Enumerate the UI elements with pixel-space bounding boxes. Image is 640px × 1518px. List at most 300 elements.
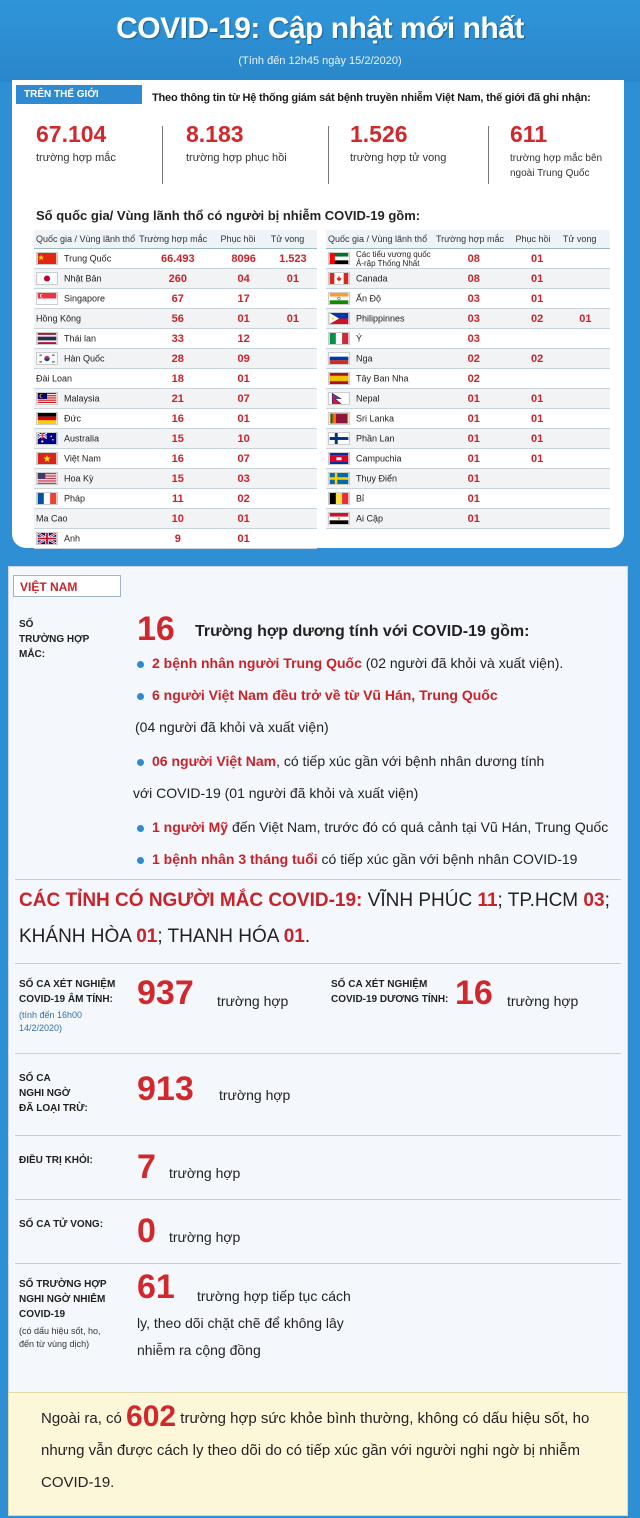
label-line: COVID-19 <box>19 1309 66 1320</box>
deaths-cell <box>561 489 610 509</box>
deaths-cell <box>269 489 317 509</box>
recovered-cell: 01 <box>513 449 560 469</box>
stat-label: trường hợp tử vong <box>350 152 447 164</box>
country-cell <box>326 509 434 529</box>
deaths-cell <box>561 469 610 489</box>
country-name: Bỉ <box>356 493 365 504</box>
recovered-cell: 8096 <box>219 249 269 269</box>
deaths-cell <box>561 449 610 469</box>
divider <box>15 1135 621 1136</box>
case-bullet-1 <box>137 655 563 671</box>
world-intro: Theo thông tin từ Hệ thống giám sát bệnh truyền nhiễm Việt Nam, thế giới đã ghi nhận: <box>152 92 591 104</box>
country-name: Ý <box>356 333 363 344</box>
note-line: 14/2/2020) <box>19 1023 63 1033</box>
cases-cell: 01 <box>434 449 513 469</box>
flag-icon <box>328 392 350 405</box>
country-name: Hồng Kông <box>36 313 82 324</box>
cases-cell: 56 <box>137 309 218 329</box>
country-name: Canada <box>356 273 388 284</box>
country-name: Australia <box>64 433 100 444</box>
table-row <box>326 489 610 509</box>
deaths-cell: 01 <box>561 309 610 329</box>
bullet-highlight: 6 người Việt Nam đều trở về từ Vũ Hán, Trung Quốc <box>152 687 498 703</box>
table-row <box>34 449 317 469</box>
separator: . <box>304 926 311 947</box>
col-header-cases: Trường hợp mắc <box>434 230 513 249</box>
country-name: Việt Nam <box>64 453 101 464</box>
table-row <box>326 449 610 469</box>
world-panel <box>12 80 624 548</box>
case-bullet-5 <box>137 851 577 867</box>
unit-label: trường hợp <box>169 1229 241 1245</box>
recovered-cell: 01 <box>513 289 560 309</box>
case-bullet-2-note: (04 người đã khỏi và xuất viện) <box>135 719 329 735</box>
provinces-line-1 <box>19 887 610 915</box>
country-cell <box>326 389 434 409</box>
bullet-icon <box>137 857 144 864</box>
case-bullet-3-note: với COVID-19 (01 người đã khỏi và xuất viện) <box>133 785 419 801</box>
flag-icon <box>328 412 350 425</box>
flag-icon <box>328 472 350 485</box>
country-name: Campuchia <box>356 453 402 464</box>
table-row <box>34 269 317 289</box>
unit-label: trường hợp <box>169 1165 241 1181</box>
stat-recovered <box>186 122 287 166</box>
recovered-cell: 02 <box>513 349 560 369</box>
deaths-cell <box>269 389 317 409</box>
country-name: Nga <box>356 353 373 364</box>
cases-cell: 15 <box>137 429 218 449</box>
cases-cell: 10 <box>137 509 218 529</box>
cases-cell: 03 <box>434 329 513 349</box>
country-cell <box>34 309 137 329</box>
country-name: Phần Lan <box>356 433 395 444</box>
cases-cell: 03 <box>434 289 513 309</box>
country-name: Hàn Quốc <box>64 353 105 364</box>
table-row <box>326 349 610 369</box>
deaths-label: SỐ CA TỬ VONG: <box>19 1219 104 1230</box>
page-title: COVID-19: Cập nhật mới nhất <box>116 12 524 45</box>
country-cell <box>326 489 434 509</box>
table-row <box>326 309 610 329</box>
country-name: Ma Cao <box>36 513 68 524</box>
recovered-cell: 04 <box>219 269 269 289</box>
country-name: Pháp <box>64 493 86 504</box>
label-line: SỐ <box>19 619 34 630</box>
countries-table-right <box>326 230 610 529</box>
negative-tests-label <box>19 977 115 1007</box>
divider <box>15 1053 621 1054</box>
stat-label: trường hợp mắc bên ngoài Trung Quốc <box>510 153 603 179</box>
country-name: Trung Quốc <box>64 253 112 264</box>
col-header-deaths: Tử vong <box>269 230 317 249</box>
cases-cell: 02 <box>434 349 513 369</box>
country-cell <box>34 349 137 369</box>
deaths-cell <box>269 469 317 489</box>
table-row <box>326 289 610 309</box>
table-row <box>326 409 610 429</box>
note-line: đến từ vùng dịch) <box>19 1339 90 1349</box>
recovered-cell: 03 <box>219 469 269 489</box>
flag-icon <box>328 292 350 305</box>
deaths-cell <box>269 349 317 369</box>
country-name: Sri Lanka <box>356 413 395 424</box>
country-name: Ấn Độ <box>356 293 382 304</box>
flag-icon <box>328 432 350 445</box>
table-row <box>34 529 317 549</box>
table-row <box>326 389 610 409</box>
table-row <box>34 329 317 349</box>
table-row <box>34 369 317 389</box>
bullet-highlight: 1 người Mỹ <box>152 819 229 835</box>
label-line: SỐ TRƯỜNG HỢP <box>19 1279 107 1290</box>
case-bullet-4 <box>137 819 608 835</box>
table-row <box>326 249 610 269</box>
divider <box>15 1263 621 1264</box>
col-header-country: Quốc gia / Vùng lãnh thổ <box>34 230 137 249</box>
recovered-cell: 01 <box>513 409 560 429</box>
divider <box>488 126 489 184</box>
table-row <box>34 409 317 429</box>
province-name: VĨNH PHÚC <box>362 890 478 911</box>
deaths-cell <box>269 289 317 309</box>
provinces-label: CÁC TỈNH CÓ NGƯỜI MẮC COVID-19: <box>19 890 363 911</box>
province-count: 11 <box>477 890 498 911</box>
recovered-cell: 01 <box>513 269 560 289</box>
province-name: KHÁNH HÒA <box>19 926 137 947</box>
country-cell <box>34 409 137 429</box>
flag-icon <box>328 272 350 285</box>
vietnam-panel <box>8 566 628 1516</box>
recovered-cell: 01 <box>513 389 560 409</box>
positive-tests-label <box>331 977 448 1007</box>
cases-cell: 16 <box>137 449 218 469</box>
divider <box>15 1199 621 1200</box>
label-line: SỐ CA XÉT NGHIỆM <box>19 979 116 990</box>
suspected-note <box>19 1325 101 1351</box>
world-section-tag: TRÊN THẾ GIỚI <box>16 85 142 104</box>
stat-value: 1.526 <box>350 121 408 147</box>
cases-cell: 18 <box>137 369 218 389</box>
country-cell <box>34 369 137 389</box>
recovered-cell: 01 <box>219 409 269 429</box>
country-name: Nepal <box>356 393 380 404</box>
divider <box>15 879 621 880</box>
country-name: Ai Cập <box>356 513 384 524</box>
deaths-cell <box>561 289 610 309</box>
cases-cell: 16 <box>137 409 218 429</box>
country-cell <box>326 449 434 469</box>
recovered-cell <box>513 489 560 509</box>
unit-label: trường hợp <box>217 993 289 1009</box>
table-row <box>34 249 317 269</box>
recovered-cell <box>513 509 560 529</box>
country-cell <box>34 529 137 549</box>
suspected-label <box>19 1277 107 1322</box>
country-name: Đài Loan <box>36 373 73 384</box>
divider <box>162 126 163 184</box>
separator: ; <box>604 890 610 911</box>
footer-suffix: trường hợp sức khỏe bình thường, không có dấu hiệu sốt, ho nhưng vẫn được cách ly theo dõi do có tiếp xúc gần với người nghi ngờ bị nhiễm COVID-19. <box>41 1410 590 1491</box>
country-name: Thụy Điển <box>356 473 398 484</box>
cases-cell: 9 <box>137 529 218 549</box>
cases-cell: 11 <box>137 489 218 509</box>
country-cell <box>34 489 137 509</box>
flag-icon <box>36 432 58 445</box>
text-line: ly, theo dõi chặt chẽ để không lây <box>137 1315 344 1331</box>
stat-value: 611 <box>510 121 548 147</box>
flag-icon <box>36 292 58 305</box>
province-name: ; THANH HÓA <box>157 926 284 947</box>
recovered-cell: 01 <box>513 249 560 269</box>
bullet-icon <box>137 759 144 766</box>
country-cell <box>34 429 137 449</box>
country-name: Tây Ban Nha <box>356 373 409 384</box>
stat-label: trường hợp mắc <box>36 152 116 164</box>
deaths-cell <box>269 509 317 529</box>
country-cell <box>326 309 434 329</box>
provinces-line-2 <box>19 923 310 951</box>
suspected-description <box>197 1283 351 1310</box>
stat-cases <box>36 122 116 166</box>
flag-icon <box>36 272 58 285</box>
bullet-highlight: 1 bệnh nhân 3 tháng tuổi <box>152 851 318 867</box>
stat-value: 8.183 <box>186 121 244 147</box>
page-header <box>0 0 640 82</box>
table-row <box>34 289 317 309</box>
excluded-number: 913 <box>137 1070 194 1108</box>
flag-icon <box>36 352 58 365</box>
table-row <box>34 489 317 509</box>
table-row <box>34 509 317 529</box>
recovered-cell: 07 <box>219 449 269 469</box>
country-name: Anh <box>64 533 81 544</box>
deaths-cell <box>561 429 610 449</box>
deaths-cell <box>561 369 610 389</box>
col-header-deaths: Tử vong <box>561 230 610 249</box>
page-subtitle: (Tính đến 12h45 ngày 15/2/2020) <box>238 55 402 67</box>
deaths-cell <box>561 329 610 349</box>
deaths-cell <box>561 389 610 409</box>
footer-number: 602 <box>126 1400 177 1433</box>
deaths-cell <box>561 269 610 289</box>
country-cell <box>34 509 137 529</box>
cured-number: 7 <box>137 1148 156 1186</box>
flag-icon <box>328 312 350 325</box>
divider <box>328 126 329 184</box>
deaths-cell <box>269 409 317 429</box>
cases-cell: 01 <box>434 509 513 529</box>
deaths-number: 0 <box>137 1212 156 1250</box>
deaths-cell <box>269 369 317 389</box>
cases-cell: 01 <box>434 389 513 409</box>
stat-value: 67.104 <box>36 121 107 147</box>
flag-icon <box>328 492 350 505</box>
cases-cell: 08 <box>434 269 513 289</box>
cases-description: Trường hợp dương tính với COVID-19 gồm: <box>195 623 530 640</box>
province-count: 01 <box>283 926 305 947</box>
deaths-cell <box>561 249 610 269</box>
country-name: Malaysia <box>64 393 100 404</box>
footer-note <box>8 1392 628 1516</box>
deaths-cell: 01 <box>269 269 317 289</box>
bullet-icon <box>137 693 144 700</box>
flag-icon <box>36 412 58 425</box>
table-row <box>34 389 317 409</box>
stat-deaths <box>350 122 446 166</box>
vietnam-section-tag: VIỆT NAM <box>13 575 121 597</box>
flag-icon <box>36 472 58 485</box>
province-name: ; TP.HCM <box>497 890 584 911</box>
country-name: Philippinnes <box>356 313 405 324</box>
cases-cell: 15 <box>137 469 218 489</box>
cases-cell: 01 <box>434 469 513 489</box>
province-count: 01 <box>136 926 158 947</box>
cases-cell: 67 <box>137 289 218 309</box>
province-count: 03 <box>583 890 605 911</box>
unit-label: trường hợp <box>507 993 579 1009</box>
flag-icon <box>36 252 58 265</box>
case-bullet-2 <box>137 687 498 703</box>
deaths-cell <box>269 529 317 549</box>
recovered-cell <box>513 329 560 349</box>
col-header-country: Quốc gia / Vùng lãnh thổ <box>326 230 434 249</box>
label-line: MẮC: <box>19 649 46 660</box>
country-cell <box>326 429 434 449</box>
table-row <box>326 509 610 529</box>
col-header-cases: Trường hợp mắc <box>137 230 218 249</box>
bullet-highlight: 06 người Việt Nam <box>152 753 277 769</box>
country-cell <box>34 249 137 269</box>
table-row <box>34 349 317 369</box>
deaths-cell <box>561 349 610 369</box>
deaths-cell <box>269 429 317 449</box>
col-header-recovered: Phục hồi <box>513 230 560 249</box>
country-cell <box>326 369 434 389</box>
country-name: Nhật Bản <box>64 273 102 284</box>
country-cell <box>34 329 137 349</box>
flag-icon <box>328 512 350 525</box>
flag-icon <box>328 452 350 465</box>
note-line: (có dấu hiệu sốt, ho, <box>19 1326 101 1336</box>
table-row <box>326 469 610 489</box>
deaths-cell <box>561 509 610 529</box>
country-cell <box>326 409 434 429</box>
label-line: SỐ CA <box>19 1073 51 1084</box>
positive-tests-number: 16 <box>455 974 493 1012</box>
country-cell <box>326 349 434 369</box>
table-row <box>34 309 317 329</box>
cases-cell: 08 <box>434 249 513 269</box>
country-name: Thái lan <box>64 333 97 344</box>
cured-label: ĐIỀU TRỊ KHỎI: <box>19 1155 93 1166</box>
table-row <box>34 429 317 449</box>
divider <box>15 963 621 964</box>
text-line: nhiễm ra cộng đồng <box>137 1342 261 1358</box>
recovered-cell: 10 <box>219 429 269 449</box>
recovered-cell: 02 <box>219 489 269 509</box>
cases-cell: 03 <box>434 309 513 329</box>
cases-cell: 01 <box>434 489 513 509</box>
recovered-cell: 07 <box>219 389 269 409</box>
flag-icon <box>328 332 350 345</box>
cases-cell: 28 <box>137 349 218 369</box>
flag-icon <box>328 252 350 265</box>
label-line: ĐÃ LOẠI TRỪ: <box>19 1103 88 1114</box>
col-header-recovered: Phục hồi <box>219 230 269 249</box>
label-line: NGHI NGỜ NHIỄM <box>19 1294 106 1305</box>
recovered-cell: 12 <box>219 329 269 349</box>
bullet-icon <box>137 661 144 668</box>
stat-label: trường hợp phục hồi <box>186 152 287 164</box>
recovered-cell: 01 <box>219 509 269 529</box>
country-cell <box>34 449 137 469</box>
label-line: COVID-19 DƯƠNG TÍNH: <box>331 994 449 1005</box>
recovered-cell: 02 <box>513 309 560 329</box>
table-row <box>326 329 610 349</box>
footer-prefix: Ngoài ra, có <box>41 1410 127 1427</box>
country-cell <box>326 269 434 289</box>
cases-number: 16 <box>137 610 175 648</box>
countries-table-left <box>34 230 317 549</box>
country-name: Singapore <box>64 293 106 304</box>
recovered-cell: 01 <box>219 529 269 549</box>
recovered-cell: 01 <box>219 309 269 329</box>
cases-cell: 33 <box>137 329 218 349</box>
suspected-number: 61 <box>137 1268 175 1306</box>
recovered-cell: 09 <box>219 349 269 369</box>
label-line: COVID-19 ÂM TÍNH: <box>19 994 113 1005</box>
country-cell <box>34 389 137 409</box>
cases-cell: 260 <box>137 269 218 289</box>
country-name: Các tiểu vương quốc Ả-rập Thống Nhất <box>356 249 431 268</box>
negative-tests-number: 937 <box>137 974 194 1012</box>
case-bullet-3 <box>137 753 544 769</box>
cases-label <box>19 617 89 662</box>
recovered-cell <box>513 469 560 489</box>
country-cell <box>326 469 434 489</box>
deaths-cell <box>269 449 317 469</box>
label-line: TRƯỜNG HỢP <box>19 634 90 645</box>
country-cell <box>326 249 434 269</box>
country-cell <box>34 469 137 489</box>
excluded-label <box>19 1071 88 1116</box>
suspected-description-cont <box>137 1310 344 1364</box>
bullet-highlight: 2 bệnh nhân người Trung Quốc <box>152 655 362 671</box>
flag-icon <box>328 352 350 365</box>
table-row <box>326 369 610 389</box>
cases-cell: 01 <box>434 429 513 449</box>
country-cell <box>326 289 434 309</box>
label-line: SỐ CA XÉT NGHIỆM <box>331 979 428 990</box>
negative-tests-note <box>19 1009 82 1035</box>
table-row <box>326 429 610 449</box>
countries-title: Số quốc gia/ Vùng lãnh thổ có người bị nhiễm COVID-19 gồm: <box>36 208 421 223</box>
country-cell <box>326 329 434 349</box>
deaths-cell <box>269 329 317 349</box>
cases-cell: 02 <box>434 369 513 389</box>
recovered-cell <box>513 369 560 389</box>
cases-cell: 66.493 <box>137 249 218 269</box>
stat-outside-china <box>510 122 610 181</box>
table-row <box>34 469 317 489</box>
recovered-cell: 01 <box>219 369 269 389</box>
country-name: Đức <box>64 413 82 424</box>
note-line: (tính đến 16h00 <box>19 1010 83 1020</box>
country-cell <box>34 289 137 309</box>
footer-text <box>41 1401 621 1499</box>
label-line: NGHI NGỜ <box>19 1088 71 1099</box>
